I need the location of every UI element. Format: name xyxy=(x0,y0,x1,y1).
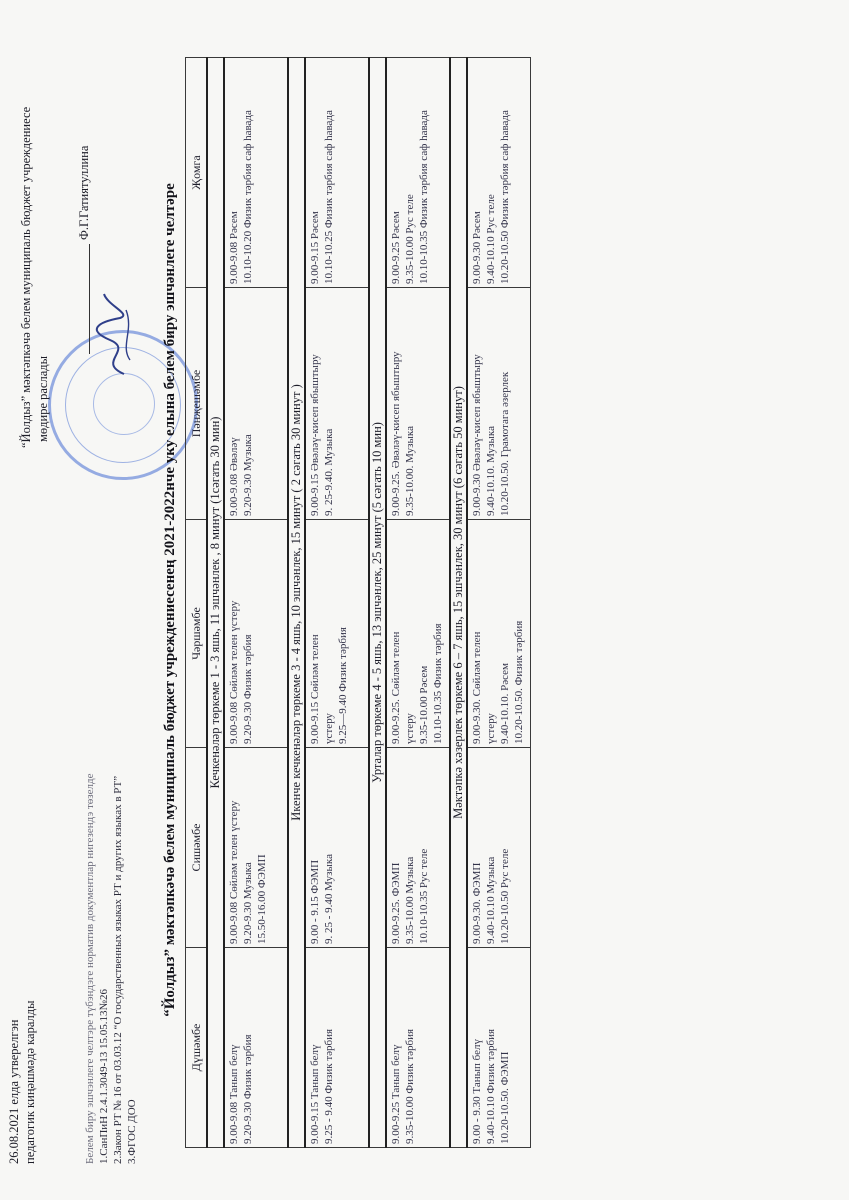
schedule-cell-monday xyxy=(467,948,531,1148)
schedule-cell-thursday xyxy=(386,288,450,520)
activity-line: 9.35-10.00. Музыка xyxy=(404,426,416,516)
head-name: Ф.Г.Гатиятуллина xyxy=(77,145,91,240)
column-thursday: Пәнҗешәмбе xyxy=(186,288,208,520)
activity-line: 9.20-9.30 Физик тәрбия xyxy=(242,1034,254,1144)
approval-note xyxy=(6,1000,38,1164)
weekday-header-row xyxy=(186,58,208,1148)
activity-line: 9.40-10.10. Рәсем xyxy=(499,662,511,744)
schedule-table xyxy=(185,57,531,1148)
activity-line: 10.20-10.50 Физик тәрбия саф һавада xyxy=(499,110,511,284)
group-title-row xyxy=(369,58,386,1148)
schedule-cell-wednesday xyxy=(305,520,369,748)
schedule-cell-tuesday xyxy=(224,748,288,948)
activity-line: 9.00-9.15 Әвәләү-кисеп ябыштыру xyxy=(309,354,321,516)
group-schedule-row xyxy=(224,58,288,1148)
schedule-cell-monday xyxy=(224,948,288,1148)
column-monday: Дүшәмбе xyxy=(186,948,208,1148)
schedule-cell-monday xyxy=(305,948,369,1148)
group-title-row xyxy=(207,58,224,1148)
head-title-line: “Йолдыз” мәктәпкәчә белем муниципаль бюджет учреждениесе xyxy=(19,106,33,448)
group-schedule-row xyxy=(467,58,531,1148)
activity-line: 9.00-9.30 Әвәләү-кисеп ябыштыру xyxy=(471,354,483,516)
normative-item: 1.СанПиН 2.4.1.3049-13 15.05.13№26 xyxy=(98,988,110,1164)
document-title: “Йолдыз” мәктәпкәчә белем муниципаль бюджет учреждениесенең 2021-2022нче уку елына белем биру эшчәнлеге челтәре xyxy=(162,183,178,1017)
activity-line: үстеру xyxy=(485,713,497,744)
normative-intro: Белем биру эшчэнлеге челтэре түбэндэге норматив документлар нигезендэ төзелде xyxy=(84,773,96,1164)
activity-line: 9.00-9.15 Рәсем xyxy=(309,211,321,284)
activity-line: 9.35-10.00 Рәсем xyxy=(418,665,430,744)
activity-line: 9.00-9.15 Танып белү xyxy=(309,1044,321,1144)
activity-line: 9.35-10.00 Физик тәрбия xyxy=(404,1028,416,1144)
signature-line xyxy=(89,244,90,354)
schedule-cell-friday xyxy=(467,58,531,288)
approval-date-line: 26.08.2021 елда утверелгэн xyxy=(7,1019,21,1164)
group-title: Кечкенәләр төркеме 1 - 3 яшь, 11 эшчәнлек , 8 минут (1сәгать 30 мин) xyxy=(207,58,224,1148)
activity-line: 9.00-9.25 Танып белү xyxy=(390,1044,402,1144)
schedule-cell-thursday xyxy=(305,288,369,520)
schedule-cell-wednesday xyxy=(224,520,288,748)
group-schedule-row xyxy=(386,58,450,1148)
activity-line: 9.35-10.00 Рус теле xyxy=(404,194,416,284)
activity-line: 9.00-9.08 Танып белү xyxy=(228,1044,240,1144)
schedule-cell-friday xyxy=(305,58,369,288)
group-title-row xyxy=(288,58,305,1148)
column-wednesday: Чәршәмбе xyxy=(186,520,208,748)
column-tuesday: Сишәмбе xyxy=(186,748,208,948)
activity-line: 10.10-10.35 Физик тәрбия xyxy=(432,623,444,744)
activity-line: 9.25 - 9.40 Физик тәрбия xyxy=(323,1028,335,1144)
group-schedule-row xyxy=(305,58,369,1148)
head-approval xyxy=(18,107,93,448)
activity-line: 9.00-9.15 Сөйләм телен xyxy=(309,634,321,744)
activity-line: 9.00-9.25. ФЭМП xyxy=(390,862,402,944)
schedule-cell-tuesday xyxy=(467,748,531,948)
activity-line: 9. 25 - 9.40 Музыка xyxy=(323,854,335,944)
group-title: Урталар төркеме 4 - 5 яшь, 13 эшчәнлек, 25 минут (5 сәгать 10 мин) xyxy=(369,58,386,1148)
activity-line: 9.00-9.25 Рәсем xyxy=(390,211,402,284)
head-signature-row xyxy=(76,107,93,448)
schedule-cell-wednesday xyxy=(467,520,531,748)
group-title: Икенче кечкенәләр төркеме 3 - 4 яшь, 10 эшчәнлек, 15 минут ( 2 сәгать 30 минут ) xyxy=(288,58,305,1148)
activity-line: 9.00-9.25. Әвәләү-кисеп ябыштыру xyxy=(390,351,402,516)
normative-item: 2.Закон РТ № 16 от 03.03.12 “О государственных языках РТ и других языках в РТ” xyxy=(112,775,124,1164)
column-friday: Җомга xyxy=(186,58,208,288)
head-role: мөдире раслады xyxy=(36,355,50,442)
activity-line: 9.00-9.30. ФЭМП xyxy=(471,862,483,944)
group-title-row xyxy=(450,58,467,1148)
activity-line: 9.00-9.08 Сөйләм телен үстеру xyxy=(228,800,240,944)
activity-line: үстеру xyxy=(404,713,416,744)
activity-line: 9.00 - 9.15 ФЭМП xyxy=(309,859,321,944)
signature-mark xyxy=(90,290,140,380)
activity-line: 10.10-10.35 Физик тәрбия саф һавада xyxy=(418,110,430,284)
activity-line: 9.20-9.30 Музыка xyxy=(242,862,254,944)
activity-line: 9. 25-9.40. Музыка xyxy=(323,428,335,516)
approval-council-line: педагогик киңәшмәдә каралды xyxy=(23,1000,37,1164)
activity-line: 10.20-10.50. Грамотага әзерлек xyxy=(499,371,511,516)
activity-line: 9.40-10.10 Физик тәрбия xyxy=(485,1028,497,1144)
normative-item: 3.ФГОС ДОО xyxy=(126,1099,138,1164)
activity-line: 15.50-16.00 ФЭМП xyxy=(256,854,268,944)
activity-line: үстеру xyxy=(323,713,335,744)
schedule-body xyxy=(207,58,531,1148)
activity-line: 9.00-9.08 Рәсем xyxy=(228,211,240,284)
activity-line: 10.20-10.50 Рус теле xyxy=(499,848,511,944)
activity-line: 9.00-9.08 Сөйләм телен үстеру xyxy=(228,600,240,744)
schedule-cell-wednesday xyxy=(386,520,450,748)
activity-line: 9.35-10.00 Музыка xyxy=(404,856,416,944)
activity-line: 10.10-10.25 Физик тәрбия саф һавада xyxy=(323,110,335,284)
activity-line: 9.40-10.10 Рус теле xyxy=(485,194,497,284)
schedule-cell-tuesday xyxy=(305,748,369,948)
activity-line: 10.10-10.20 Физик тәрбия саф һавада xyxy=(242,110,254,284)
activity-line: 9.20-9.30 Физик тәрбия xyxy=(242,634,254,744)
schedule-cell-tuesday xyxy=(386,748,450,948)
activity-line: 9.20-9.30 Музыка xyxy=(242,434,254,516)
schedule-cell-monday xyxy=(386,948,450,1148)
activity-line: 9.40-10.10. Музыка xyxy=(485,426,497,516)
activity-line: 9.00-9.30 Рәсем xyxy=(471,211,483,284)
activity-line: 9.00-9.08 Әвәләү xyxy=(228,437,240,516)
activity-line: 9.25—9.40 Физик тәрбия xyxy=(337,627,349,744)
activity-line: 9.00-9.25. Сөйләм телен xyxy=(390,631,402,744)
activity-line: 10.20-10.50. Физик тәрбия xyxy=(513,620,525,744)
schedule-cell-thursday xyxy=(467,288,531,520)
activity-line: 9.00 - 9.30 Танып белү xyxy=(471,1039,483,1144)
schedule-cell-thursday xyxy=(224,288,288,520)
normative-docs xyxy=(83,774,139,1165)
activity-line: 10.20-10.50. ФЭМП xyxy=(499,1051,511,1144)
schedule-cell-friday xyxy=(386,58,450,288)
activity-line: 10.10-10.35 Рус теле xyxy=(418,848,430,944)
activity-line: 9.00-9.30. Сөйләм телен xyxy=(471,631,483,744)
activity-line: 9.40-10.10 Музыка xyxy=(485,856,497,944)
schedule-cell-friday xyxy=(224,58,288,288)
group-title: Мәктәпкә хәзерлек төркеме 6 – 7 яшь, 15 эшчәнлек, 30 минут (6 сәгать 50 минут) xyxy=(450,58,467,1148)
